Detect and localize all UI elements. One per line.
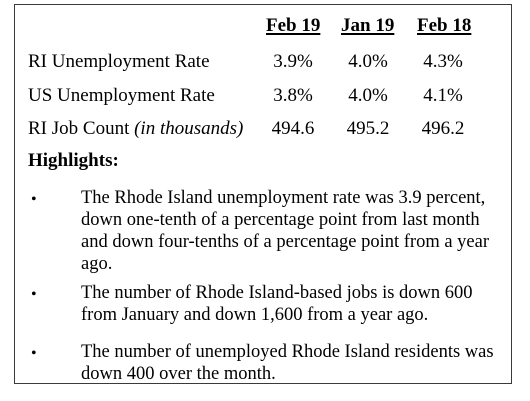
table-cell: 496.2: [421, 118, 465, 139]
highlight-item: The Rhode Island unemployment rate was 3.9 percent, down one-tenth of a percentage point from last month and down four-tenths of a percentage point from a year ago.: [81, 188, 490, 274]
highlights-heading: Highlights:: [28, 150, 119, 171]
table-cell: 4.1%: [423, 85, 463, 106]
economic-summary-panel: [14, 4, 512, 384]
row-label-ri-job-count: [28, 118, 243, 140]
column-header-jan-19: Jan 19: [341, 15, 395, 36]
row-label-us-unemployment-rate: US Unemployment Rate: [28, 85, 215, 106]
row-label-ri-unemployment-rate: RI Unemployment Rate: [28, 51, 210, 72]
row-label-ri-job-count-unit: (in thousands): [134, 118, 244, 139]
bullet-icon: •: [31, 191, 37, 208]
table-cell: 4.0%: [348, 85, 388, 106]
table-cell: 4.0%: [348, 51, 388, 72]
column-header-feb-19: Feb 19: [266, 15, 321, 36]
row-label-ri-job-count-text: RI Job Count: [28, 118, 135, 139]
column-header-feb-18: Feb 18: [417, 15, 472, 36]
table-cell: 494.6: [271, 118, 315, 139]
bullet-icon: •: [31, 345, 37, 362]
table-cell: 3.9%: [273, 51, 313, 72]
highlight-item: The number of unemployed Rhode Island residents was down 400 over the month.: [81, 342, 494, 384]
bullet-icon: •: [31, 286, 37, 303]
table-cell: 4.3%: [423, 51, 463, 72]
highlight-item: The number of Rhode Island-based jobs is down 600 from January and down 1,600 from a year ago.: [81, 283, 473, 325]
table-cell: 495.2: [346, 118, 390, 139]
table-cell: 3.8%: [273, 85, 313, 106]
